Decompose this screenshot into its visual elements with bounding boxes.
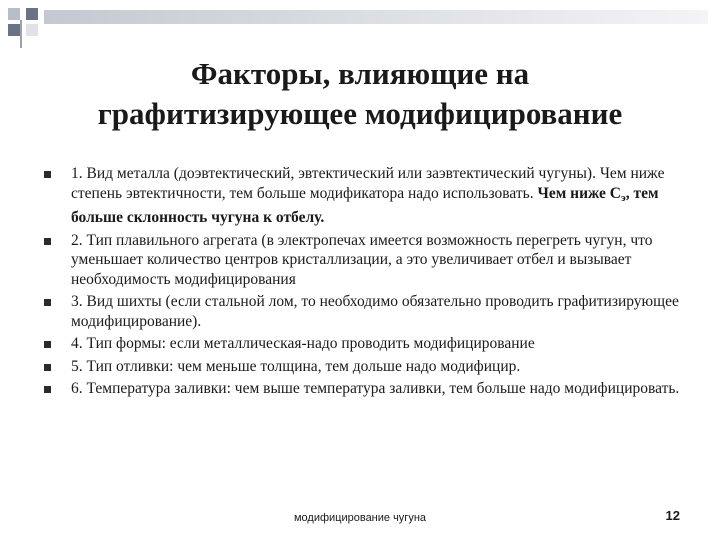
- square-bullet-icon: [44, 299, 51, 306]
- decor-header-bar: [44, 10, 708, 24]
- bullet-list: [44, 164, 684, 402]
- footer-caption: модифицирование чугуна: [293, 512, 427, 524]
- slide-title: [20, 54, 700, 134]
- bullet-text-3: 3. Вид шихты (если стальной лом, то необходимо обязательно проводить графитизирующее модифицирование).: [71, 293, 679, 330]
- bullet-text-1: 1. Вид металла (доэвтектический, эвтектический или заэвтектический чугуны). Чем ниже степень эвтектичности, тем больше модификатора надо использовать.: [71, 165, 665, 202]
- bold-prefix: Чем ниже С: [537, 184, 622, 202]
- bullet-text-6: 6. Температура заливки: чем выше температура заливки, тем больше надо модифицировать.: [71, 380, 680, 397]
- bullet-item-1: [44, 164, 684, 228]
- bullet-text-4: 4. Тип формы: если металлическая-надо проводить модифицирование: [71, 335, 535, 352]
- decor-square-top-left: [8, 8, 20, 20]
- bold-suffix: , тем больше склонность чугуна к отбелу.: [71, 184, 659, 226]
- bullet-item-6: [44, 379, 684, 399]
- slide-title-line-1: Факторы, влияющие на: [190, 56, 530, 91]
- square-bullet-icon: [44, 386, 51, 393]
- bullet-text-2: 2. Тип плавильного агрегата (в электропечах имеется возможность перегреть чугун, что уменьшает количество центров кристаллизации, а это увеличивает отбел и вызывает необходимость модифицирования: [71, 231, 653, 288]
- bullet-text-5: 5. Тип отливки: чем меньше толщина, тем дольше надо модифицир.: [71, 357, 521, 375]
- bullet-item-4: [44, 334, 684, 354]
- decor-square-top-right: [26, 8, 38, 20]
- bullet-item-3: [44, 292, 684, 331]
- decor-square-bottom-left: [8, 24, 20, 36]
- square-bullet-icon: [44, 341, 51, 348]
- square-bullet-icon: [44, 171, 51, 178]
- square-bullet-icon: [44, 238, 51, 245]
- page-number: 12: [665, 508, 680, 523]
- bullet-item-2: [44, 231, 684, 290]
- slide-title-line-2: графитизирующее модифицирование: [97, 96, 623, 131]
- square-bullet-icon: [44, 364, 51, 371]
- subscript-e: э: [621, 191, 626, 204]
- bullet-item-5: [44, 357, 684, 377]
- decor-square-bottom-right: [26, 24, 38, 36]
- decor-vertical-line: [20, 20, 22, 48]
